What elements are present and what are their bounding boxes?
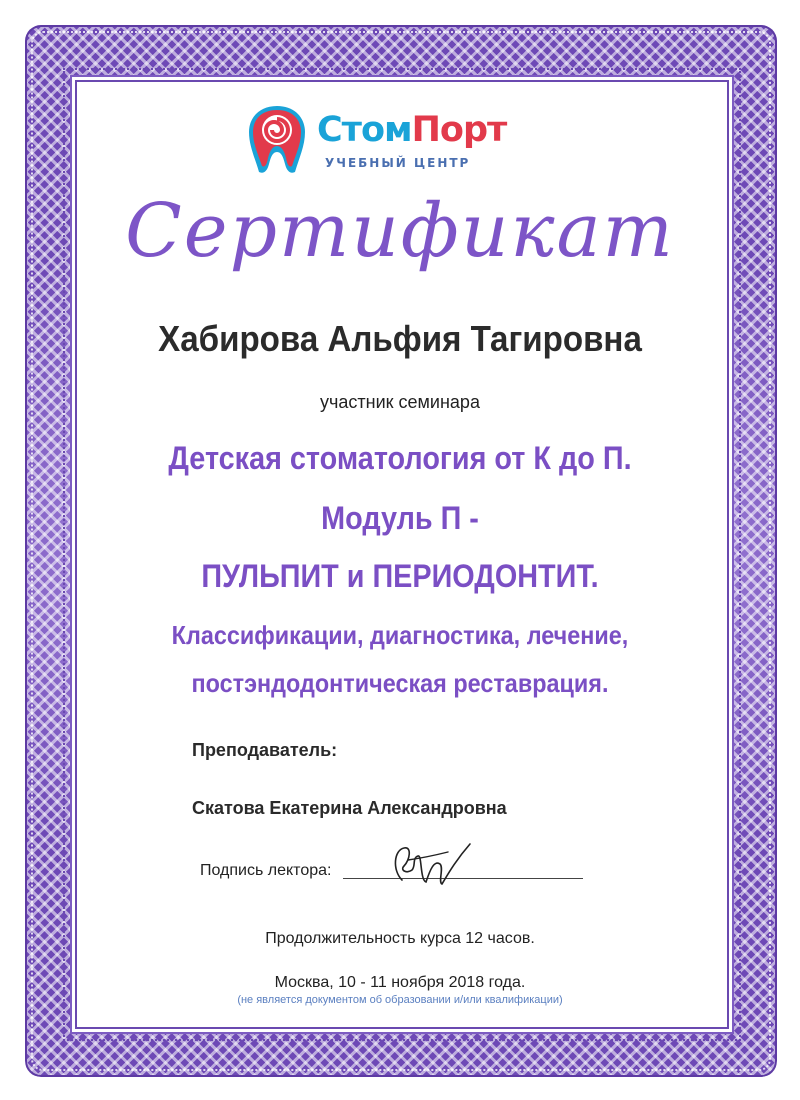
stomport-logo — [245, 100, 555, 180]
recipient-name: Хабирова Альфия Тагировна — [158, 318, 642, 359]
course-line-5: постэндодонтическая реставрация. — [191, 668, 609, 698]
brand-part-2: Порт — [411, 110, 507, 150]
disclaimer: (не является документом об образовании и/или квалификации) — [237, 994, 563, 1006]
course-line-3: ПУЛЬПИТ и ПЕРИОДОНТИТ. — [201, 558, 599, 594]
course-line-2: Модуль П - — [321, 500, 479, 536]
place-date: Москва, 10 - 11 ноября 2018 года. — [274, 974, 526, 991]
handwritten-signature — [382, 830, 482, 900]
tooth-logo-icon — [245, 102, 309, 176]
brand-name — [317, 110, 506, 150]
teacher-label: Преподаватель: — [192, 740, 338, 760]
signature-label: Подпись лектора: — [200, 862, 332, 879]
course-line-4: Классификации, диагностика, лечение, — [171, 620, 629, 650]
brand-part-1: Стом — [317, 110, 412, 150]
course-line-1: Детская стоматология от К до П. — [168, 440, 632, 476]
teacher-name: Скатова Екатерина Александровна — [192, 798, 507, 818]
certificate-title: Сертификат — [125, 188, 675, 274]
brand-subtitle: УЧЕБНЫЙ ЦЕНТР — [325, 156, 471, 170]
course-duration: Продолжительность курса 12 часов. — [265, 930, 535, 947]
participant-label: участник семинара — [320, 392, 480, 412]
